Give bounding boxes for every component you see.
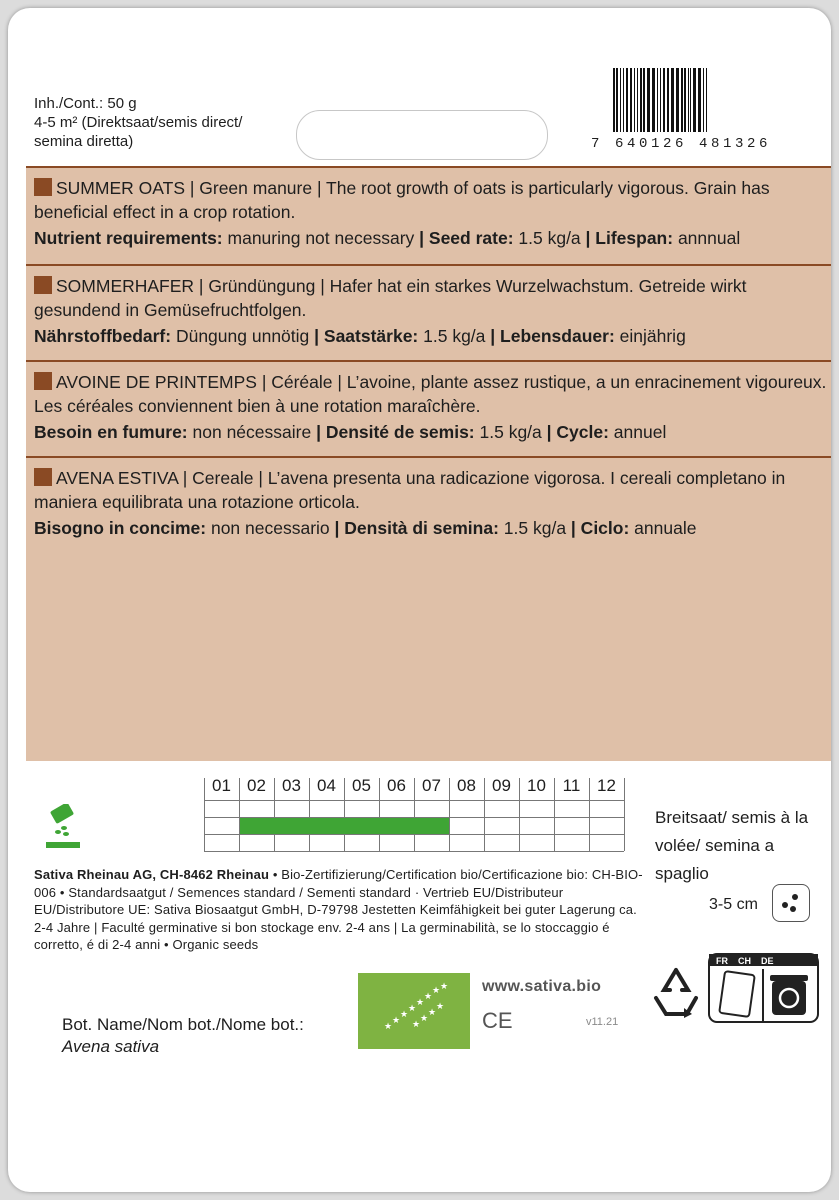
eu-star: ★ xyxy=(415,998,425,1008)
color-square-icon xyxy=(34,372,52,390)
botanical-name xyxy=(62,1014,304,1058)
calendar-gridline xyxy=(554,778,555,851)
description-panel xyxy=(26,166,831,761)
country-code-de: DE xyxy=(761,956,774,966)
eu-star: ★ xyxy=(439,982,449,992)
eu-star: ★ xyxy=(383,1022,393,1032)
calendar-months xyxy=(204,776,622,798)
calendar-gridline xyxy=(274,778,275,851)
calendar-month-04: 04 xyxy=(317,776,336,795)
color-square-icon xyxy=(34,178,52,196)
description-text: AVENA ESTIVA | Cereale | L’avena presenta una radicazione vigorosa. I cereali completano in maniera equilibrata una rotazione orticola. xyxy=(34,468,786,512)
calendar-gridline xyxy=(204,800,624,801)
calendar-gridline xyxy=(204,778,205,851)
requirements-line: Nutrient requirements: manuring not necessary | Seed rate: 1.5 kg/a | Lifespan: annnual xyxy=(34,228,741,248)
barcode-number: 7 640126 481326 xyxy=(591,136,772,152)
calendar-gridline xyxy=(484,778,485,851)
requirements-line: Bisogno in concime: non necessario | Densità di semina: 1.5 kg/a | Ciclo: annuale xyxy=(34,518,697,538)
calendar-gridline xyxy=(204,851,624,852)
calendar-gridline xyxy=(624,778,625,851)
color-square-icon xyxy=(34,276,52,294)
seed-packet-back xyxy=(8,8,831,1192)
calendar-month-08: 08 xyxy=(457,776,476,795)
calendar-month-10: 10 xyxy=(527,776,546,795)
calendar-month-06: 06 xyxy=(387,776,406,795)
calendar-month-12: 12 xyxy=(597,776,616,795)
calendar-gridline xyxy=(589,778,590,851)
country-code-ch: CH xyxy=(738,956,751,966)
calendar-month-03: 03 xyxy=(282,776,301,795)
calendar-month-07: 07 xyxy=(422,776,441,795)
calendar-month-05: 05 xyxy=(352,776,371,795)
eu-star: ★ xyxy=(427,1008,437,1018)
sowing-period-bar xyxy=(240,818,449,834)
sowing-method: Breitsaat/ semis à la volée/ semina a spaglio xyxy=(655,808,809,883)
content-area-cont: semina diretta) xyxy=(34,133,134,150)
description-fr xyxy=(26,360,831,444)
eu-star: ★ xyxy=(399,1010,409,1020)
calendar-gridline xyxy=(449,778,450,851)
content-weight: Inh./Cont.: 50 g xyxy=(34,95,137,112)
calendar-gridline xyxy=(204,834,624,835)
content-area: 4-5 m² (Direktsaat/semis direct/ xyxy=(34,114,243,131)
description-de xyxy=(26,264,831,348)
eu-star: ★ xyxy=(391,1016,401,1026)
ce-mark: CE xyxy=(482,1008,513,1033)
color-square-icon xyxy=(34,468,52,486)
calendar-gridline xyxy=(414,778,415,851)
description-text: AVOINE DE PRINTEMPS | Céréale | L’avoine, plante assez rustique, a un enracinement vigoureux. Les céréales conviennent bien à une rotation maraîchère. xyxy=(34,372,827,416)
eu-organic-logo xyxy=(358,973,470,1049)
calendar-gridline xyxy=(239,778,240,851)
hanger-hole xyxy=(296,110,548,160)
calendar-gridline xyxy=(519,778,520,851)
calendar-gridline xyxy=(309,778,310,851)
calendar-month-11: 11 xyxy=(562,776,581,795)
botanical-value: Avena sativa xyxy=(62,1037,160,1056)
calendar-gridline xyxy=(344,778,345,851)
eu-star: ★ xyxy=(435,1002,445,1012)
requirements-line: Nährstoffbedarf: Düngung unnötig | Saatstärke: 1.5 kg/a | Lebensdauer: einjährig xyxy=(34,326,686,346)
recycling-icon xyxy=(648,966,704,1018)
botanical-label: Bot. Name/Nom bot./Nome bot.: xyxy=(62,1015,304,1034)
disposal-info-icon xyxy=(708,953,819,1023)
version-code: v11.21 xyxy=(586,1016,619,1028)
sowing-depth-icon xyxy=(772,884,810,922)
content-info xyxy=(34,94,242,151)
country-code-fr: FR xyxy=(716,956,728,966)
eu-star: ★ xyxy=(411,1020,421,1030)
calendar-gridline xyxy=(379,778,380,851)
description-text: SOMMERHAFER | Gründüngung | Hafer hat ein starkes Wurzelwachstum. Getreide wirkt gesundend in Gemüsefruchtfolgen. xyxy=(34,276,747,320)
eu-star: ★ xyxy=(407,1004,417,1014)
eu-star: ★ xyxy=(431,986,441,996)
description-it xyxy=(26,456,831,540)
eu-star: ★ xyxy=(423,992,433,1002)
description-en xyxy=(26,166,831,250)
website: www.sativa.bio xyxy=(482,978,602,995)
eu-star: ★ xyxy=(419,1014,429,1024)
description-text: SUMMER OATS | Green manure | The root growth of oats is particularly vigorous. Grain has beneficial effect in a crop rotation. xyxy=(34,178,770,222)
calendar-month-01: 01 xyxy=(212,776,231,795)
certification-text: Sativa Rheinau AG, CH-8462 Rheinau • Bio-Zertifizierung/Certification bio/Certificazione bio: CH-BIO-006 • Standardsaatgut / Semences standard / Sementi standard · Vertrieb EU/Distributeur EU/Distributore UE: Sativa Biosaatgut GmbH, D-79798 Jestetten Keimfähigkeit bei guter Lagerung ca. 2-4 Jahre | Faculté germinative si bon stockage env. 2-4 ans | La germinabilità, se lo stoccaggio é corretto, é di 2-4 anni • Organic seeds xyxy=(34,867,643,952)
requirements-line: Besoin en fumure: non nécessaire | Densité de semis: 1.5 kg/a | Cycle: annuel xyxy=(34,422,667,442)
sowing-depth: 3-5 cm xyxy=(709,896,758,913)
calendar-month-02: 02 xyxy=(247,776,266,795)
calendar-month-09: 09 xyxy=(492,776,511,795)
sowing-seed-icon xyxy=(44,804,84,852)
